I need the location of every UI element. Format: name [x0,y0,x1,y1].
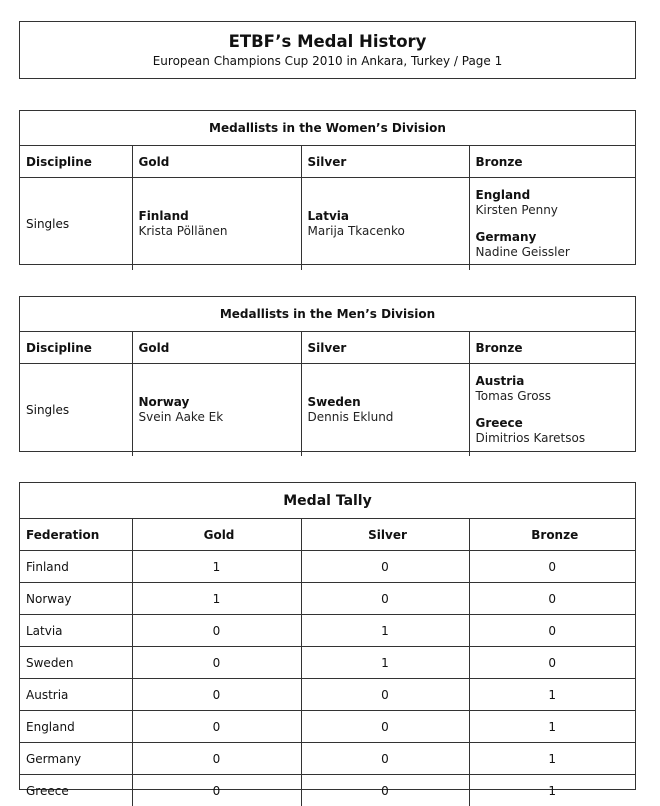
federation-cell: Greece [20,775,132,806]
bronze-cell: 1 [469,711,635,743]
bronze-cell: 1 [469,743,635,775]
federation-cell: Latvia [20,615,132,647]
table-row [20,743,635,775]
federation-cell: Finland [20,551,132,583]
bronze-country: Greece [476,416,635,431]
women-medallists-table [20,111,635,270]
gold-cell: 0 [132,615,301,647]
silver-cell: 0 [301,775,469,806]
table-row [20,775,635,806]
tally-table-caption: Medal Tally [20,483,635,519]
bronze-athlete: Dimitrios Karetsos [476,431,635,446]
column-header-bronze: Bronze [469,332,635,364]
column-header-bronze: Bronze [469,146,635,178]
column-header-gold: Gold [132,332,301,364]
silver-cell [301,364,469,457]
gold-country: Norway [139,395,300,410]
table-row [20,711,635,743]
silver-cell [301,178,469,271]
document-subtitle: European Champions Cup 2010 in Ankara, Turkey / Page 1 [20,54,635,69]
gold-country: Finland [139,209,300,224]
column-header-bronze: Bronze [469,519,635,551]
men-medallists-table [20,297,635,456]
men-table-caption: Medallists in the Men’s Division [20,297,635,332]
column-header-gold: Gold [132,146,301,178]
column-header-gold: Gold [132,519,301,551]
silver-cell: 0 [301,583,469,615]
silver-cell: 0 [301,711,469,743]
medal-tally-table [19,482,636,790]
table-row [20,364,635,457]
federation-cell: Norway [20,583,132,615]
bronze-cell: 0 [469,615,635,647]
discipline-cell: Singles [20,364,132,457]
gold-cell: 0 [132,711,301,743]
bronze-country: Austria [476,374,635,389]
table-row [20,178,635,271]
federation-cell: Germany [20,743,132,775]
bronze-country: England [476,188,635,203]
column-header-silver: Silver [301,146,469,178]
bronze-athlete: Kirsten Penny [476,203,635,218]
gold-cell: 0 [132,647,301,679]
silver-athlete: Dennis Eklund [308,410,468,425]
bronze-athlete: Tomas Gross [476,389,635,404]
gold-cell: 1 [132,551,301,583]
discipline-cell: Singles [20,178,132,271]
silver-cell: 0 [301,551,469,583]
gold-cell: 0 [132,775,301,806]
table-row [20,679,635,711]
bronze-cell [469,178,635,271]
table-row [20,551,635,583]
bronze-cell: 0 [469,583,635,615]
silver-cell: 1 [301,615,469,647]
bronze-country: Germany [476,230,635,245]
women-table-caption: Medallists in the Women’s Division [20,111,635,146]
table-row [20,647,635,679]
bronze-cell: 0 [469,551,635,583]
gold-athlete: Svein Aake Ek [139,410,300,425]
document-title: ETBF’s Medal History [20,32,635,52]
bronze-athlete: Nadine Geissler [476,245,635,260]
women-division-table [19,110,636,265]
bronze-cell: 1 [469,679,635,711]
federation-cell: Austria [20,679,132,711]
gold-cell: 0 [132,743,301,775]
medal-tally-grid [20,483,635,806]
silver-cell: 0 [301,679,469,711]
column-header-silver: Silver [301,332,469,364]
gold-cell: 0 [132,679,301,711]
table-row [20,615,635,647]
gold-cell [132,364,301,457]
column-header-discipline: Discipline [20,332,132,364]
gold-cell: 1 [132,583,301,615]
men-division-table [19,296,636,452]
gold-athlete: Krista Pöllänen [139,224,300,239]
bronze-cell: 1 [469,775,635,806]
bronze-cell: 0 [469,647,635,679]
federation-cell: Sweden [20,647,132,679]
table-row [20,583,635,615]
column-header-federation: Federation [20,519,132,551]
column-header-silver: Silver [301,519,469,551]
silver-country: Sweden [308,395,468,410]
federation-cell: England [20,711,132,743]
document-header [19,21,636,79]
silver-cell: 0 [301,743,469,775]
gold-cell [132,178,301,271]
silver-cell: 1 [301,647,469,679]
bronze-cell [469,364,635,457]
silver-athlete: Marija Tkacenko [308,224,468,239]
column-header-discipline: Discipline [20,146,132,178]
silver-country: Latvia [308,209,468,224]
